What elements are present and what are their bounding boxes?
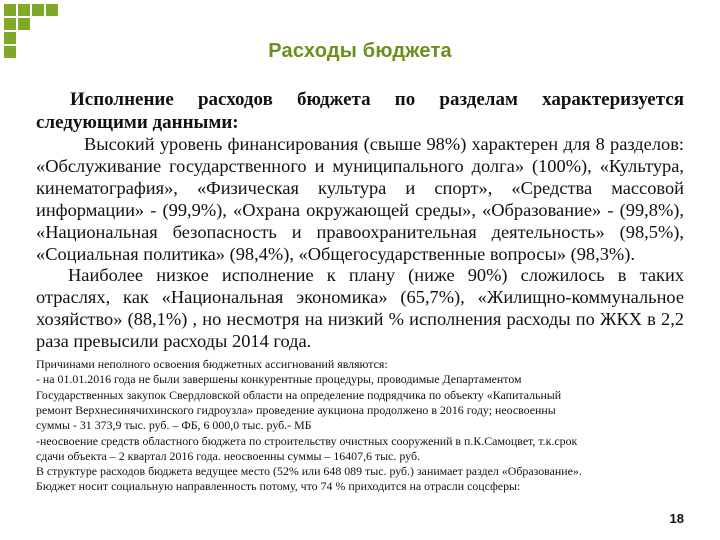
note-line: сдачи объекта – 2 квартал 2016 года. неосвоенны суммы – 16407,6 тыс. руб. [36,448,420,463]
note-line: ремонт Верхнесинячихинского гидроузла» проведение аукциона продолжено в 2016 году; неосвоенны [36,402,556,417]
note-line: Бюджет носит социальную направленность потому, что 74 % приходится на отрасли соцсферы: [36,479,521,494]
note-line: В структуре расходов бюджета ведущее место (52% или 648 089 тыс. руб.) занимает раздел «Образование». [36,464,582,479]
intro-text: Исполнение расходов бюджета по разделам характеризуется следующими данными: [36,89,684,133]
note-line: -неосвоение средств областного бюджета по строительству очистных сооружений в п.К.Самоцвет, т.к.срок [36,433,578,448]
page-number: 18 [669,511,684,526]
paragraph-high-execution: Высокий уровень финансирования (свыше 98%) характерен для 8 разделов: «Обслуживание государственного и муниципального долга» (100%), «Культура, кинематография», «Физическая культура и спорт», «Средства массовой информации» - (99,9%), «Охрана окружающей среды», «Образование» - (99,8%), «Национальная безопасность и правоохранительная деятельность» (98,5%), «Социальная политика» (98,4%), «Общегосударственные вопросы» (98,3%). [36,134,684,264]
note-line: - на 01.01.2016 года не были завершены конкурентные процедуры, проводимые Департаментом [36,372,522,387]
slide-title: Расходы бюджета [268,40,452,62]
note-line: суммы - 31 373,9 тыс. руб. – ФБ, 6 000,0 тыс. руб.- МБ [36,418,312,433]
paragraph-low-execution: Наиболее низкое исполнение к плану (ниже 90%) сложилось в таких отраслях, как «Национальная экономика» (65,7%), «Жилищно-коммунальное хозяйство» (88,1%) , но несмотря на низкий % исполнения расходы по ЖКХ в 2,2 раза превысили расходы 2014 года. [36,265,684,352]
note-line: Причинами неполного освоения бюджетных ассигнований являются: [36,357,388,372]
notes-block [36,357,684,495]
slide-content [36,88,684,495]
note-line: Государственных закупок Свердловской области на определение подрядчика по объекту «Капитальный [36,387,562,402]
